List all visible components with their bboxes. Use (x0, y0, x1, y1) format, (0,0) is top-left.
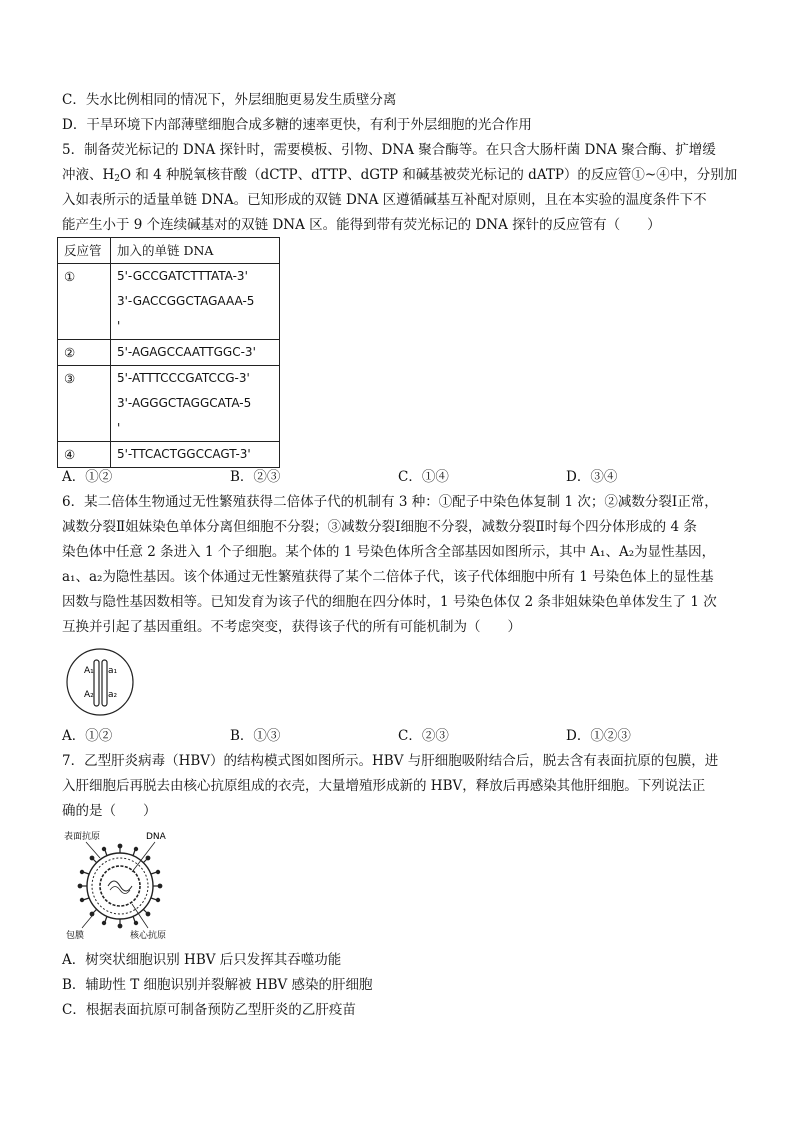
sequence-cell (111, 340, 280, 366)
gene-label-A1: A₁ (84, 666, 94, 676)
sequence-cell (111, 442, 280, 468)
sequence: 3'-GACCGGCTAGAAA-5 (117, 294, 255, 308)
q5-stem-line3: 入如表所示的适量单链 DNA。已知形成的双链 DNA 区遵循碱基互补配对原则，且在本实验的温度条件下不 (62, 192, 707, 208)
table-header-cell: 反应管 (58, 238, 111, 264)
chromosome-figure (64, 646, 136, 718)
sequence: 5'-AGAGCCAATTGGC-3' (117, 345, 256, 359)
q6-stem-line2: 减数分裂Ⅱ姐妹染色单体分离但细胞不分裂；③减数分裂Ⅰ细胞不分裂，减数分裂Ⅱ时每个四分体形成的 4 条 (62, 519, 697, 535)
q6-stem-line6: 互换并引起了基因重组。不考虑突变，获得该子代的所有可能机制为（ ） (62, 619, 521, 635)
tube-label: ④ (58, 442, 111, 468)
q7-option-a[interactable]: A．树突状细胞识别 HBV 后只发挥其吞噬功能 (62, 952, 342, 968)
table-row (58, 340, 280, 366)
label-envelope: 包膜 (66, 931, 85, 940)
label-surface-antigen: 表面抗原 (64, 832, 101, 842)
q4-option-c: C．失水比例相同的情况下，外层细胞更易发生质壁分离 (62, 92, 397, 108)
hbv-structure-figure (60, 828, 180, 940)
cell-outline (67, 649, 133, 715)
sequence-cell (111, 264, 280, 340)
sequence: ' (117, 421, 121, 435)
q5-option-a[interactable]: A．①② (62, 469, 113, 485)
sequence: 5'-TTCACTGGCCAGT-3' (117, 447, 251, 461)
table-header-row (58, 238, 280, 264)
tube-label: ③ (58, 366, 111, 442)
q5-option-c[interactable]: C．①④ (398, 469, 449, 485)
q5-dna-table (57, 237, 280, 468)
q6-option-d[interactable]: D．①②③ (566, 728, 631, 744)
table-row (58, 366, 280, 442)
q6-option-c[interactable]: C．②③ (398, 728, 449, 744)
gene-label-a2: a₂ (108, 690, 118, 700)
q5-stem-line2: 冲液、$H_2O$ 和 4 种脱氧核苷酸（dCTP、dTTP、dGTP 和碱基被荧光标记的 dATP）的反应管①~④中，分别加 (62, 167, 738, 184)
label-core-antigen: 核心抗原 (130, 931, 167, 940)
q6-stem-line5: 因数与隐性基因数相等。已知发育为该子代的细胞在四分体时，1 号染色体仅 2 条非姐妹染色单体发生了 1 次 (62, 594, 717, 610)
virus-particle (78, 844, 162, 928)
q7-stem-line2: 入肝细胞后再脱去由核心抗原组成的衣壳，大量增殖形成新的 HBV，释放后再感染其他肝细胞。下列说法正 (62, 778, 706, 794)
dna-strand (110, 887, 130, 894)
table-row (58, 442, 280, 468)
q5-option-b[interactable]: B．②③ (230, 469, 281, 485)
q7-option-b[interactable]: B．辅助性 T 细胞识别并裂解被 HBV 感染的肝细胞 (62, 977, 373, 993)
q6-option-a[interactable]: A．①② (62, 728, 113, 744)
q5-option-d[interactable]: D．③④ (566, 469, 618, 485)
gene-label-A2: A₂ (84, 690, 94, 700)
label-dna: DNA (146, 832, 166, 842)
q6-stem-line4: a₁、a₂为隐性基因。该个体通过无性繁殖获得了某个二倍体子代，该子代体细胞中所有 1 号染色体上的显性基 (62, 569, 714, 585)
chromatid-left (94, 660, 99, 706)
table-row (58, 264, 280, 340)
table-header-cell: 加入的单链 DNA (111, 238, 280, 264)
q6-option-b[interactable]: B．①③ (230, 728, 281, 744)
gene-label-a1: a₁ (108, 666, 118, 676)
sequence: 5'-ATTTCCCGATCCG-3' (117, 371, 250, 385)
sequence: ' (117, 319, 121, 333)
q5-stem-line4: 能产生小于 9 个连续碱基对的双链 DNA 区。能得到带有荧光标记的 DNA 探针的反应管有（ ） (62, 217, 661, 233)
q6-stem-line1: 6．某二倍体生物通过无性繁殖获得二倍体子代的机制有 3 种：①配子中染色体复制 1 次；②减数分裂Ⅰ正常， (62, 494, 718, 510)
tube-label: ① (58, 264, 111, 340)
q7-stem-line1: 7．乙型肝炎病毒（HBV）的结构模式图如图所示。HBV 与肝细胞吸附结合后，脱去含有表面抗原的包膜，进 (62, 753, 719, 769)
sequence: 3'-AGGGCTAGGCATA-5 (117, 396, 252, 410)
q5-stem-line1: 5．制备荧光标记的 DNA 探针时，需要模板、引物、DNA 聚合酶等。在只含大肠杆菌 DNA 聚合酶、扩增缓 (62, 142, 716, 158)
sequence: 5'-GCCGATCTTTATA-3' (117, 269, 248, 283)
tube-label: ② (58, 340, 111, 366)
q7-stem-line3: 确的是（ ） (62, 803, 157, 819)
q6-stem-line3: 染色体中任意 2 条进入 1 个子细胞。某个体的 1 号染色体所含全部基因如图所示，其中 A₁、A₂为显性基因， (62, 544, 716, 560)
chromatid-right (102, 660, 107, 706)
q4-option-d: D．干旱环境下内部薄壁细胞合成多糖的速率更快，有利于外层细胞的光合作用 (62, 117, 532, 133)
sequence-cell (111, 366, 280, 442)
q7-option-c[interactable]: C．根据表面抗原可制备预防乙型肝炎的乙肝疫苗 (62, 1002, 356, 1018)
